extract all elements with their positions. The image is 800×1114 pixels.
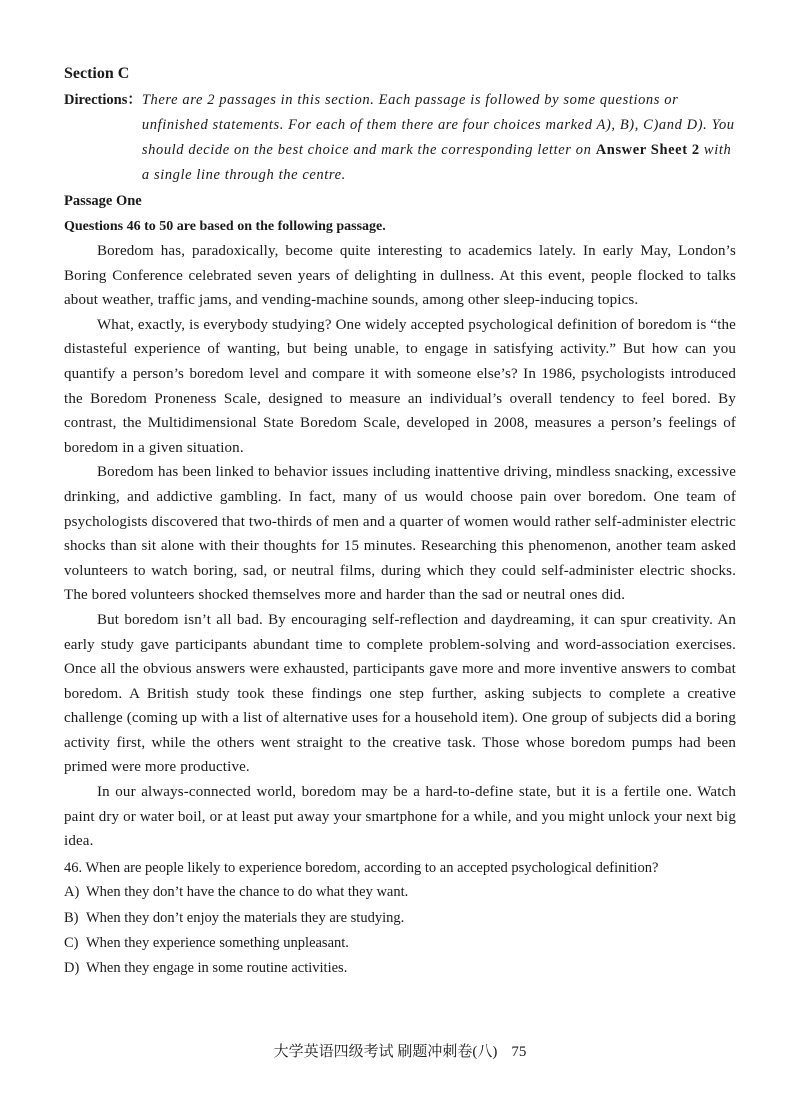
option-text: When they experience something unpleasant. [86, 934, 349, 951]
option-letter: B) [64, 909, 79, 926]
option-d [64, 956, 736, 981]
passage-paragraph-2: What, exactly, is everybody studying? One widely accepted psychological definition of boredom is “the distasteful experience of wanting, but being unable, to engage in satisfying activity.” But how can you quantify a person’s boredom level and compare it with someone else’s? In 1986, psychologists introduced the Boredom Proneness Scale, designed to measure an individual’s overall tendency to feel bored. By contrast, the Multidimensional State Boredom Scale, developed in 2008, measures a person’s feelings of boredom in a given situation. [64, 316, 736, 456]
section-title: Section C [64, 65, 130, 82]
question-46-stem: 46. When are people likely to experience boredom, according to an accepted psychological definition? [64, 859, 659, 876]
questions-intro: Questions 46 to 50 are based on the following passage. [64, 219, 386, 234]
footer-title: 大学英语四级考试 刷题冲刺卷(八) [273, 1044, 498, 1060]
directions-text: There are 2 passages in this section. Each passage is followed by some questions or unfinished statements. For each of them there are four choices marked A), B), C)and D). You should decide on the best choice and mark the corresponding letter on Answer Sheet 2 with a single line through the centre. [141, 92, 735, 183]
passage-label: Passage One [64, 193, 142, 209]
page-footer [0, 1041, 800, 1063]
passage-paragraph-5: In our always-connected world, boredom may be a hard-to-define state, but it is a fertile one. Watch paint dry or water boil, or at least put away your smartphone for a while, and you might unlock your next big idea. [64, 784, 736, 850]
passage-paragraph-4: But boredom isn’t all bad. By encouraging self-reflection and daydreaming, it can spur creativity. An early study gave participants abundant time to complete problem-solving and word-association exercises. Once all the obvious answers were exhausted, participants gave more and more inventive answers to combat boredom. A British study took these findings one step further, asking subjects to complete a creative challenge (coming up with a list of alternative uses for a household item). One group of subjects did a boring activity first, while the others went straight to the creative task. Those whose boredom pumps had been primed were more productive. [64, 611, 736, 776]
option-letter: D) [64, 960, 80, 977]
question-46-options [64, 880, 736, 981]
option-text: When they don’t have the chance to do what they want. [86, 884, 409, 901]
page-content [64, 62, 736, 981]
option-text: When they engage in some routine activities. [86, 960, 348, 977]
passage-paragraph-1: Boredom has, paradoxically, become quite interesting to academics lately. In early May, London’s Boring Conference celebrated seven years of delighting in dullness. At this event, people flocked to talks about weather, traffic jams, and vending-machine sounds, among other sleep-inducing topics. [64, 243, 736, 309]
directions [64, 88, 736, 188]
option-c [64, 931, 736, 956]
passage-paragraph-3: Boredom has been linked to behavior issues including inattentive driving, mindless snacking, excessive drinking, and addictive gambling. In fact, many of us would choose pain over boredom. One team of psychologists discovered that two-thirds of men and a quarter of women would rather self-administer electric shocks than sit alone with their thoughts for 15 minutes. Researching this phenomenon, another team asked volunteers to watch boring, sad, or neutral films, during which they could self-administer electric shocks. The bored volunteers shocked themselves more and harder than the sad or neutral ones did. [64, 464, 736, 604]
option-b [64, 906, 736, 931]
option-letter: C) [64, 934, 79, 951]
option-text: When they don’t enjoy the materials they are studying. [86, 909, 405, 926]
answer-sheet-phrase: Answer Sheet 2 [595, 142, 700, 158]
option-letter: A) [64, 884, 80, 901]
option-a [64, 880, 736, 905]
page-number: 75 [511, 1044, 527, 1060]
directions-label: Directions： [64, 92, 142, 108]
